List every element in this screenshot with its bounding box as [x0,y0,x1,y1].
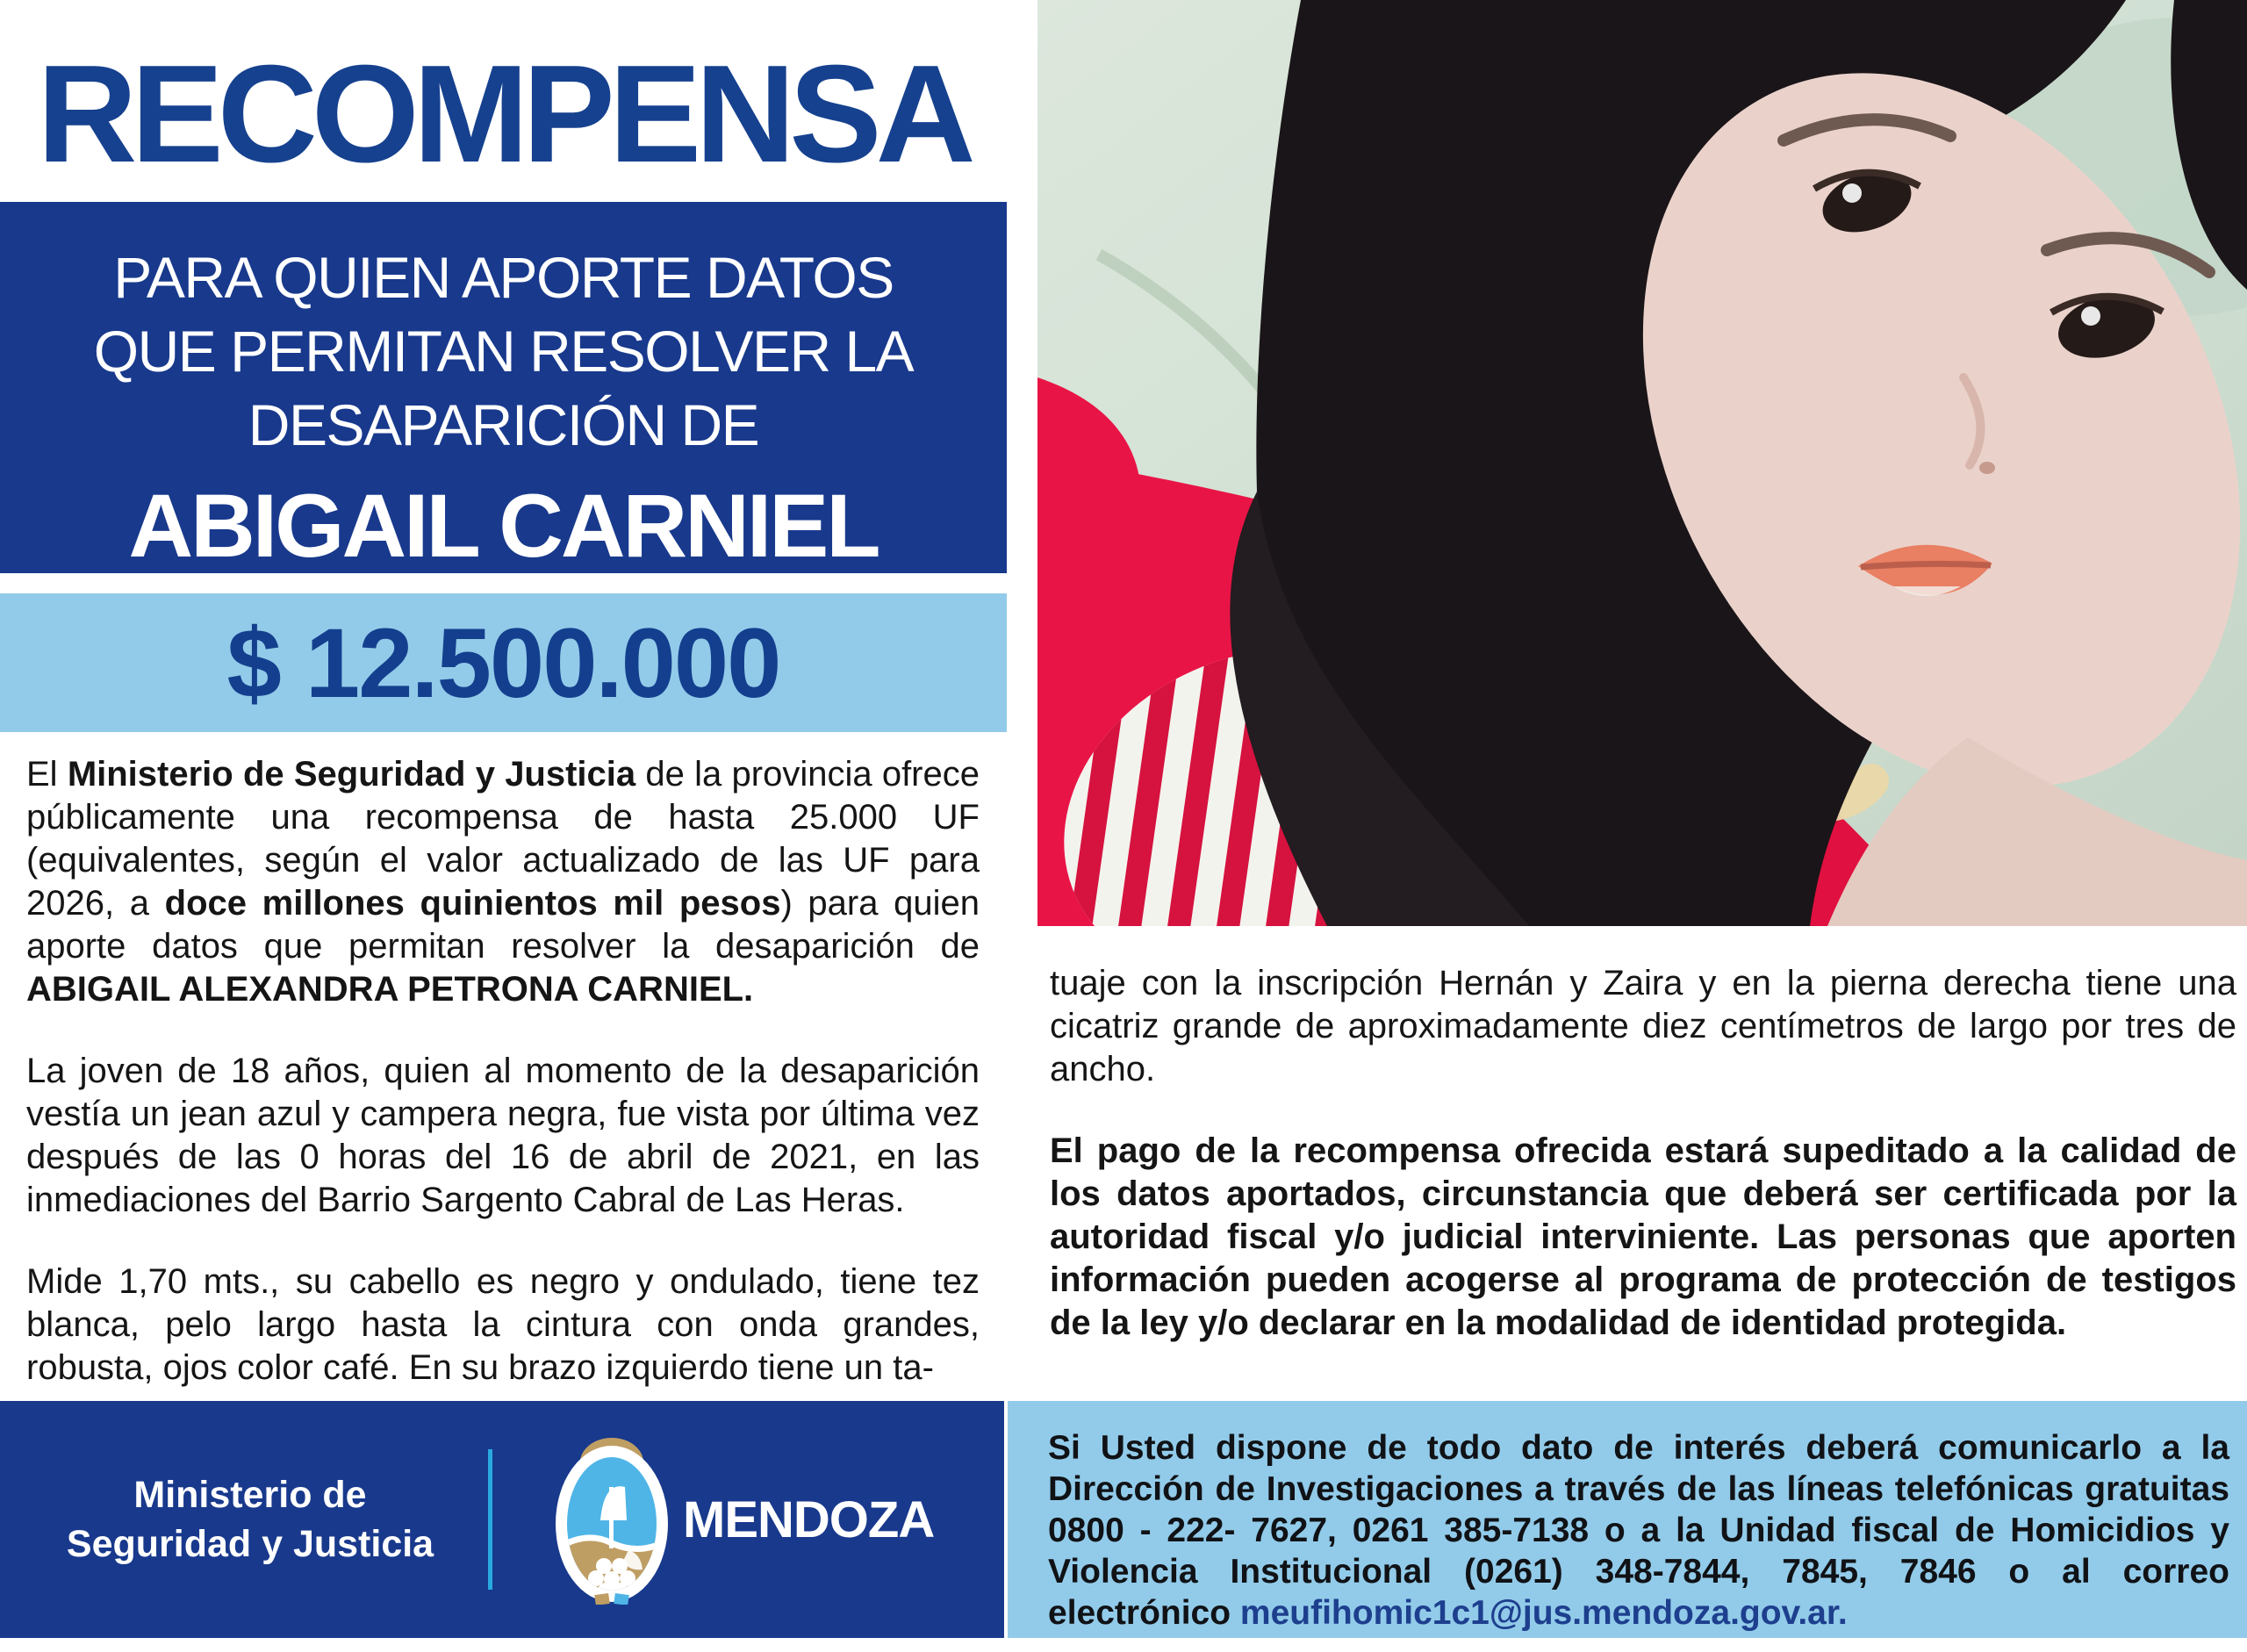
reward-banner [0,593,1007,732]
body-text-left [26,753,980,1428]
ministry-line: Seguridad y Justicia [66,1523,434,1565]
mendoza-wordmark: MENDOZA [683,1490,935,1548]
paragraph [26,1050,980,1222]
reward-amount: $ 12.500.000 [226,607,780,718]
paragraph [1050,962,2236,1091]
divider [488,1449,492,1590]
paragraph [26,1261,980,1390]
text-segment: La joven de 18 años, quien al momento de la desaparición vestía un jean azul y campera negra, fue vista por última vez después de las 0 horas del 16 de abril de 2021, en las inmediaciones del Barrio Sargento Cabral de Las Heras. [26,1052,980,1219]
text-segment: ABIGAIL ALEXANDRA PETRONA CARNIEL. [26,970,754,1009]
text-segment: ) para quien aporte datos que permitan resolver la desaparición de [26,884,980,966]
contact-text [1048,1427,2229,1634]
text-segment: El pago de la recompensa ofrecida estará supeditado a la calidad de los datos aportados, circunstancia que deberá ser certificada por la autoridad fiscal y/o judicial interviniente. Las personas que aporten información pueden acogerse al programa de protección de testigos de la ley y/o declarar en la modalidad de identidad protegida. [1050,1131,2236,1342]
text-segment: Ministerio de Seguridad y Justicia [67,755,636,794]
mendoza-crest-icon [553,1436,671,1605]
photo-illustration [1037,0,2247,926]
ministry-name [48,1401,452,1638]
text-segment: El [26,755,68,794]
text-segment: de la provincia ofrece públicamente una recompensa de hasta 25.000 UF (equivalentes, según el valor actualizado de las UF para 2026, a [26,755,980,923]
text-segment: Si Usted dispone de todo dato de interés deberá comunicarlo a la Dirección de Investigaciones a través de las líneas telefónicas gratuitas 0800 - 222- 7627, 0261 385-7138 o a la Unidad fiscal de Homicidios y Violencia Institucional (0261) 348-7844, 7845, 7846 o al correo electrónico [1048,1429,2229,1632]
mendoza-crest-logo [553,1436,671,1605]
body-text-right [1050,962,2236,1383]
header-line: QUE PERMITAN RESOLVER LA [93,319,914,384]
header-line: PARA QUIEN APORTE DATOS [113,245,894,310]
text-segment: tuaje con la inscripción Hernán y Zaira y en la pierna derecha tiene una cicatriz grande de aproximadamente diez centímetros de largo por tres de ancho. [1050,964,2236,1088]
poster-title: RECOMPENSA [37,37,970,191]
footer-ministry-bar [0,1401,1004,1638]
header-line: DESAPARICIÓN DE [248,392,759,457]
victim-name: ABIGAIL CARNIEL [128,476,879,576]
footer-contact-bar [1008,1401,2247,1638]
header-banner [0,202,1007,576]
text-segment: doce millones quinientos mil pesos [164,884,781,923]
email-link[interactable]: meufihomic1c1@jus.mendoza.gov.ar. [1239,1594,1848,1632]
ministry-line: Ministerio de [133,1474,367,1516]
text-segment: Mide 1,70 mts., su cabello es negro y ondulado, tiene tez blanca, pelo largo hasta la cintura con onda grandes, robusta, ojos color café. En su brazo izquierdo tiene un ta- [26,1262,980,1387]
paragraph [26,753,980,1011]
paragraph [1050,1130,2236,1345]
missing-person-photo [1037,0,2247,926]
